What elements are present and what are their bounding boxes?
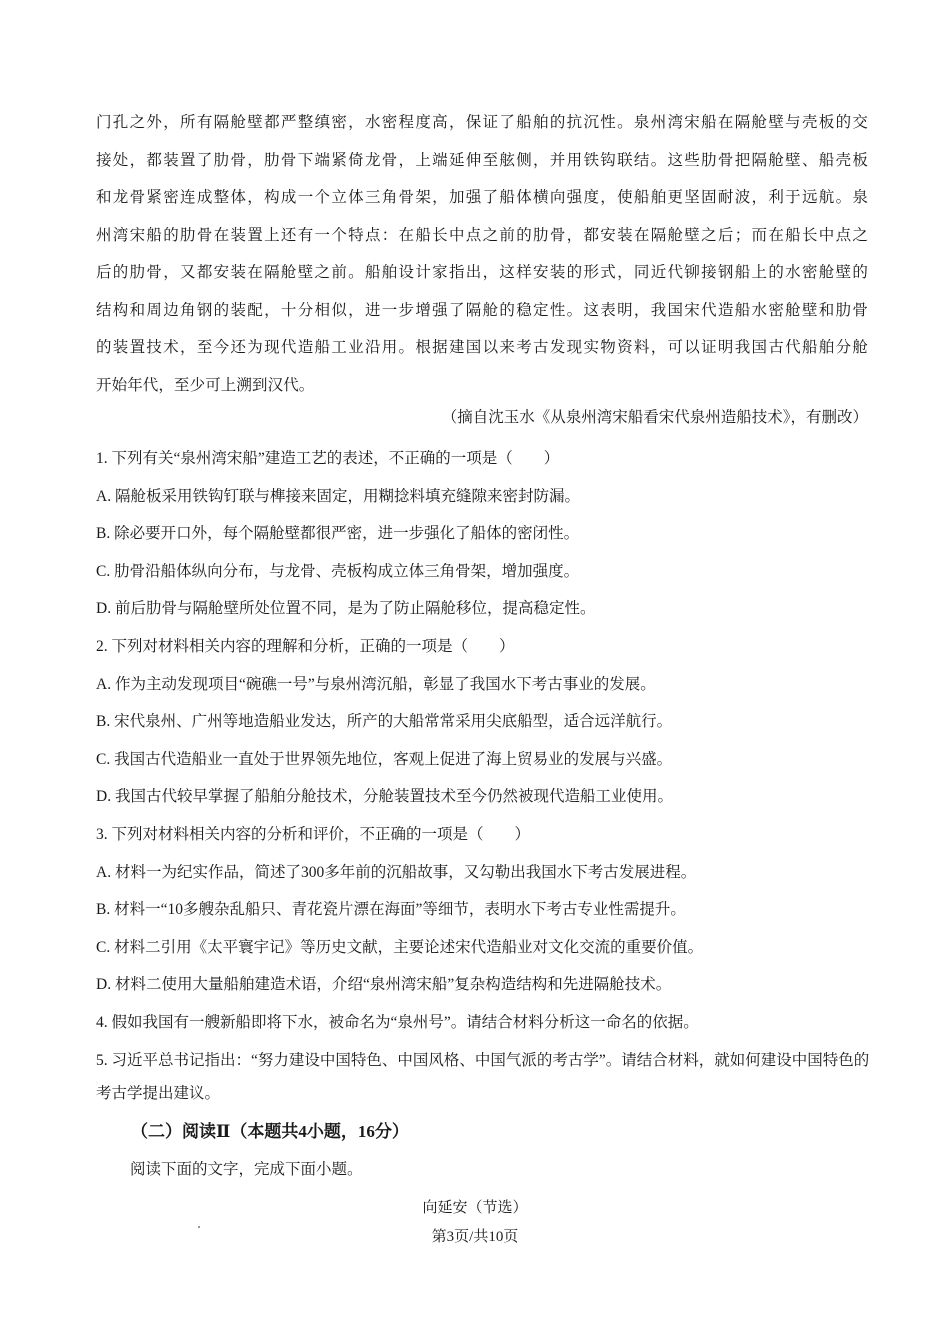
page-number: 第3页/共10页 (431, 1229, 519, 1245)
passage-line: 州湾宋船的肋骨在装置上还有一个特点：在船长中点之前的肋骨，都安装在隔舱壁之后；而在船长中点之 (96, 225, 868, 244)
question-3-option-d: D. 材料二使用大量船舶建造术语，介绍“泉州湾宋船”复杂构造结构和先进隔舱技术。 (96, 976, 672, 994)
question-1-stem: 1. 下列有关“泉州湾宋船”建造工艺的表述，不正确的一项是（ ） (96, 450, 560, 467)
question-3-option-c: C. 材料二引用《太平寰宇记》等历史文献，主要论述宋代造船业对文化交流的重要价值。 (96, 938, 704, 956)
question-1-option-d: D. 前后肋骨与隔舱壁所处位置不同，是为了防止隔舱移位，提高稳定性。 (96, 600, 596, 618)
question-3-option-b: B. 材料一“10多艘杂乱船只、青花瓷片漂在海面”等细节，表明水下考古专业性需提升。 (96, 901, 686, 919)
question-2-option-d: D. 我国古代较早掌握了船舶分舱技术，分舱装置技术至今仍然被现代造船工业使用。 (96, 788, 673, 806)
passage-line: 的装置技术，至今还为现代造船工业沿用。根据建国以来考古发现实物资料，可以证明我国古代船舶分舱 (96, 338, 868, 356)
passage-line: 后的肋骨，又都安装在隔舱壁之前。船舶设计家指出，这样安装的形式，同近代铆接钢船上的水密舱壁的 (96, 263, 868, 281)
question-2-stem: 2. 下列对材料相关内容的理解和分析，正确的一项是（ ） (96, 637, 515, 655)
question-3-option-a: A. 材料一为纪实作品，简述了300多年前的沉船故事，又勾勒出我国水下考古发展进程。 (96, 863, 697, 881)
question-1-option-b: B. 除必要开口外，每个隔舱壁都很严密，进一步强化了船体的密闭性。 (96, 525, 580, 543)
passage-line: 结构和周边角钢的装配，十分相似，进一步增强了隔舱的稳定性。这表明，我国宋代造船水密舱壁和肋骨 (96, 300, 868, 319)
question-3-stem: 3. 下列对材料相关内容的分析和评价，不正确的一项是（ ） (96, 825, 531, 843)
question-1-option-a: A. 隔舱板采用铁钩钉联与榫接来固定，用糊捻料填充缝隙来密封防漏。 (96, 487, 580, 505)
section-instruction: 阅读下面的文字，完成下面小题。 (130, 1161, 363, 1178)
passage-line: 接处，都装置了肋骨，肋骨下端紧倚龙骨，上端延伸至舷侧，并用铁钩联结。这些肋骨把隔舱壁、船壳板 (96, 150, 868, 169)
question-2-option-b: B. 宋代泉州、广州等地造船业发达，所产的大船常常采用尖底船型，适合远洋航行。 (96, 713, 673, 731)
question-5: 5. 习近平总书记指出：“努力建设中国特色、中国风格、中国气派的考古学”。请结合材料，就如何建设中国特色的考古学提出建议。 (96, 1051, 870, 1102)
reading-passage (96, 104, 868, 404)
question-list (96, 440, 876, 1102)
passage-title: 向延安（节选） (422, 1198, 528, 1216)
section-heading: （二）阅读Ⅱ（本题共4小题，16分） (131, 1122, 409, 1141)
passage-line: 门孔之外，所有隔舱壁都严整缜密，水密程度高，保证了船舶的抗沉性。泉州湾宋船在隔舱壁与壳板的交 (96, 113, 868, 131)
question-1-option-c: C. 肋骨沿船体纵向分布，与龙骨、壳板构成立体三角骨架，增加强度。 (96, 562, 580, 580)
passage-line: 和龙骨紧密连成整体，构成一个立体三角骨架，加强了船体横向强度，使船舶更坚固耐波，利于远航。泉 (96, 188, 868, 206)
question-2-option-a: A. 作为主动发现项目“碗礁一号”与泉州湾沉船，彰显了我国水下考古事业的发展。 (96, 675, 656, 693)
question-2-option-c: C. 我国古代造船业一直处于世界领先地位，客观上促进了海上贸易业的发展与兴盛。 (96, 750, 673, 768)
question-4: 4. 假如我国有一艘新船即将下水，被命名为“泉州号”。请结合材料分析这一命名的依据。 (96, 1013, 699, 1031)
passage-line: 开始年代，至少可上溯到汉代。 (96, 375, 315, 394)
passage-source: （摘自沈玉水《从泉州湾宋船看宋代泉州造船技术》，有删改） (441, 408, 868, 426)
